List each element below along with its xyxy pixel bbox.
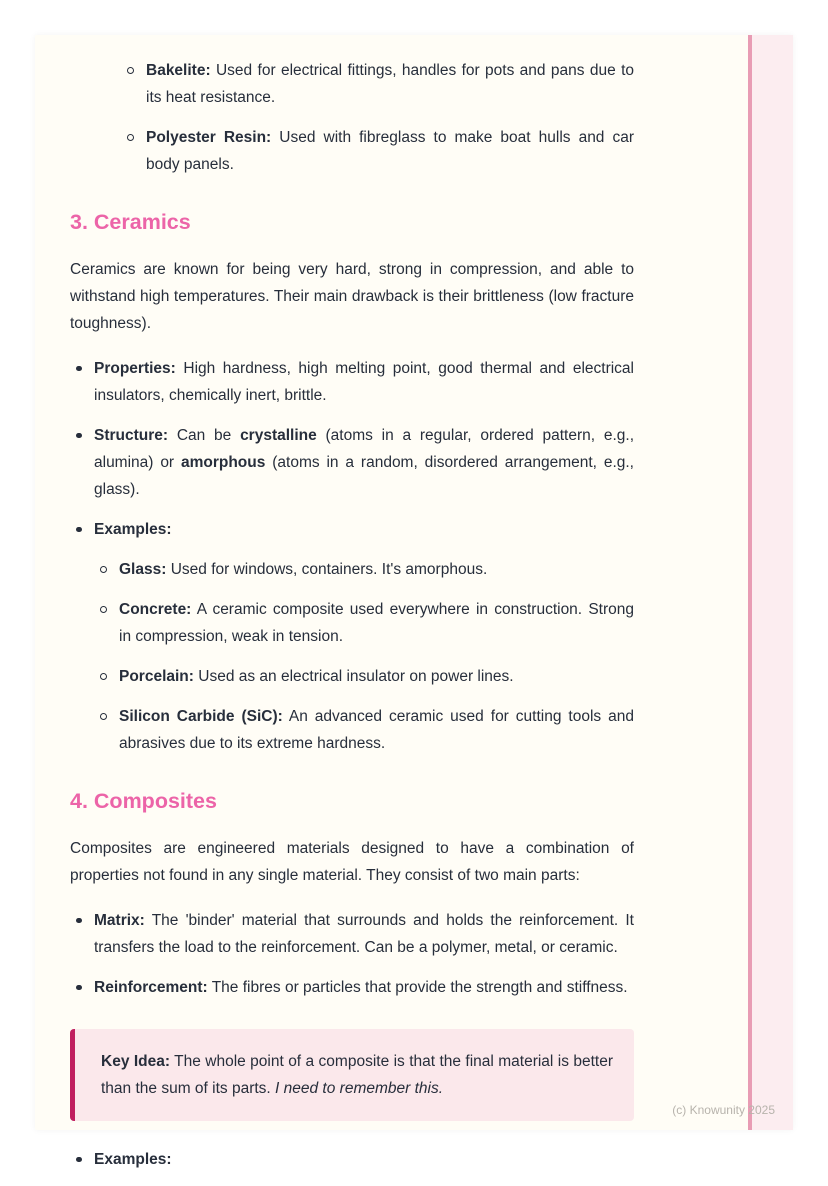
item-text: An advanced ceramic used for cutting tools and abrasives due to its extreme hardness. — [119, 708, 634, 752]
item-label: Concrete: — [119, 601, 192, 618]
bullet-disc-icon — [76, 985, 82, 991]
notes-page — [35, 35, 793, 1168]
polymer-examples-sublist — [121, 48, 634, 178]
item-text: Used with fibreglass to make boat hulls and car body panels. — [146, 129, 635, 173]
item-label: Examples: — [94, 521, 172, 538]
item-text: High hardness, high melting point, good thermal and electrical insulators, chemically inert, brittle. — [94, 360, 634, 404]
bullet-circle-icon — [127, 67, 134, 74]
bullet-circle-icon — [100, 673, 107, 680]
item-label: Structure: — [94, 427, 169, 444]
item-text: Can be — [176, 427, 241, 444]
item-label: Silicon Carbide (SiC): — [119, 708, 283, 725]
bullet-circle-icon — [100, 713, 107, 720]
item-text: The fibres or particles that provide the strength and stiffness. — [211, 979, 628, 996]
list-item-porcelain — [94, 663, 634, 690]
ceramics-intro-paragraph: Ceramics are known for being very hard, strong in compression, and able to withstand high temperatures. Their main drawback is their brittleness (low fracture toughness). — [70, 261, 634, 332]
item-text: The 'binder' material that surrounds and holds the reinforcement. It transfers the load to the reinforcement. Can be a polymer, metal, or ceramic. — [94, 912, 634, 956]
bullet-circle-icon — [127, 134, 134, 141]
item-text: Used for windows, containers. It's amorphous. — [170, 561, 488, 578]
item-label: Glass: — [119, 561, 167, 578]
ceramics-examples-sublist — [94, 556, 634, 757]
page-edge-stripe — [748, 35, 793, 1130]
copyright-footer: (c) Knowunity 2025 — [672, 1103, 775, 1117]
section-heading-ceramics: 3. Ceramics — [70, 210, 191, 234]
page-content — [70, 35, 634, 1186]
callout-italic-note: I need to remember this. — [275, 1080, 444, 1097]
bullet-disc-icon — [76, 1157, 82, 1163]
list-item-matrix — [70, 907, 634, 961]
item-text: A ceramic composite used everywhere in construction. Strong in compression, weak in tension. — [119, 601, 634, 645]
item-label: Bakelite: — [146, 62, 211, 79]
item-bold-term: crystalline — [240, 427, 317, 444]
item-text: Used for electrical fittings, handles for pots and pans due to its heat resistance. — [146, 62, 634, 106]
list-item-structure — [70, 422, 634, 503]
bullet-disc-icon — [76, 918, 82, 924]
list-item-bakelite — [121, 57, 634, 111]
composites-bullet-list — [70, 907, 634, 1001]
item-bold-term: amorphous — [180, 454, 266, 471]
list-item-examples — [70, 516, 634, 757]
composites-examples-list — [70, 1146, 634, 1173]
item-label: Properties: — [94, 360, 176, 377]
bullet-disc-icon — [76, 433, 82, 439]
list-item-concrete — [94, 596, 634, 650]
key-idea-callout — [70, 1029, 634, 1121]
callout-label: Key Idea: — [101, 1053, 171, 1070]
list-item-reinforcement — [70, 974, 634, 1001]
list-item-properties — [70, 355, 634, 409]
item-label: Examples: — [94, 1151, 172, 1168]
item-text: Used as an electrical insulator on power lines. — [198, 668, 514, 685]
list-item-glass — [94, 556, 634, 583]
item-text: (atoms in a random, disordered arrangement, e.g., glass). — [94, 454, 634, 498]
bullet-circle-icon — [100, 606, 107, 613]
item-label: Reinforcement: — [94, 979, 208, 996]
composites-intro-paragraph: Composites are engineered materials designed to have a combination of properties not found in any single material. They consist of two main parts: — [70, 840, 634, 884]
list-item-polyester-resin — [121, 124, 634, 178]
bullet-circle-icon — [100, 566, 107, 573]
list-item-examples — [70, 1146, 634, 1173]
list-item-silicon-carbide — [94, 703, 634, 757]
item-label: Polyester Resin: — [146, 129, 272, 146]
item-label: Porcelain: — [119, 668, 194, 685]
callout-text — [101, 1048, 613, 1102]
ceramics-bullet-list — [70, 355, 634, 757]
bullet-disc-icon — [76, 366, 82, 372]
item-label: Matrix: — [94, 912, 145, 929]
section-heading-composites: 4. Composites — [70, 789, 217, 813]
item-text: (atoms in a regular, ordered pattern, e.g., alumina) or — [94, 427, 635, 471]
callout-body: The whole point of a composite is that the final material is better than the sum of its parts. — [101, 1053, 614, 1097]
bullet-disc-icon — [76, 527, 82, 533]
